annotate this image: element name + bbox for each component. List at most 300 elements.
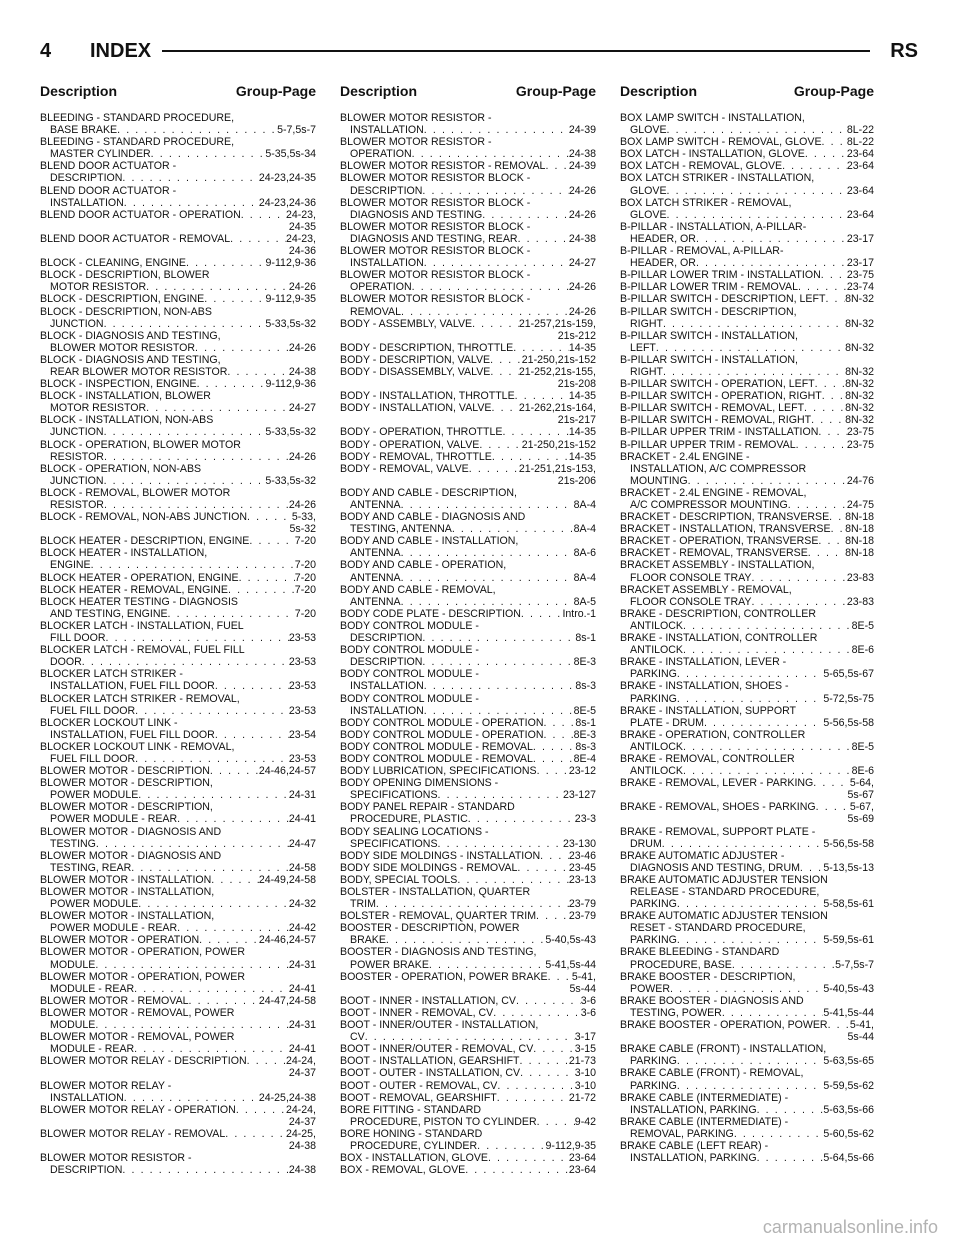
entry-text: BOX LATCH - INSTALLATION, GLOVE [620, 148, 805, 161]
entry-page: 24-26 [288, 450, 316, 463]
entry-text: ANTENNA [350, 547, 401, 560]
entry-page: 3-15 [574, 1043, 596, 1056]
index-entry [620, 197, 874, 221]
entry-text: BRAKE - REMOVAL, LEVER - PARKING [620, 777, 814, 790]
entry-line [40, 426, 316, 438]
dot-leader [543, 729, 573, 741]
entry-text: PROCEDURE, CYLINDER [350, 1139, 478, 1152]
entry-text: BODY - DESCRIPTION, THROTTLE [340, 341, 514, 354]
entry-page: 5-40,5s-43 [545, 934, 596, 947]
entry-line [620, 378, 874, 390]
index-entry [40, 439, 316, 463]
entry-line [340, 777, 596, 789]
entry-line [40, 693, 316, 705]
entry-text: BLOCK HEATER TESTING - DIAGNOSIS [40, 595, 238, 608]
entry-text: AND TESTING, ENGINE [50, 607, 168, 620]
watermark: carmanualsonline.info [762, 1217, 938, 1237]
entry-line [40, 1128, 316, 1140]
index-entry [620, 487, 874, 511]
index-entry [340, 1092, 596, 1104]
entry-text: BLOCK - OPERATION, NON-ABS [40, 462, 202, 475]
entry-line [340, 1152, 596, 1164]
entry-text: SPECIFICATIONS [350, 837, 438, 850]
entry-line [620, 160, 874, 172]
entry-text: BODY AND CABLE - INSTALLATION, [340, 535, 519, 548]
entry-line [340, 1128, 596, 1140]
entry-page: 24-23, [285, 232, 316, 245]
entry-text: BRAKE BOOSTER - DESCRIPTION, [620, 970, 796, 983]
entry-line [340, 838, 596, 850]
entry-text: PROCEDURE, PLASTIC [350, 813, 468, 826]
dot-leader [663, 318, 845, 330]
entry-line [620, 656, 874, 668]
dot-leader [225, 1128, 286, 1140]
entry-text: BODY CONTROL MODULE - REMOVAL [340, 740, 533, 753]
entry-line [340, 547, 596, 559]
entry-text: TESTING, ANTENNA [350, 523, 452, 536]
entry-line [40, 620, 316, 632]
index-entry [40, 535, 316, 547]
entry-line [40, 632, 316, 644]
dot-leader [482, 209, 569, 221]
entry-text: BOLSTER - REMOVAL, QUARTER TRIM [340, 910, 537, 923]
entry-text: BODY CONTROL MODULE - [340, 644, 479, 657]
dot-leader [401, 306, 569, 318]
index-entry [620, 306, 874, 330]
description-heading: Description [340, 83, 418, 99]
entry-page: 5-56,5s-58 [823, 837, 874, 850]
index-entry [620, 221, 874, 245]
entry-text: BLOWER MOTOR RELAY - REMOVAL [40, 1127, 226, 1140]
dot-leader [517, 862, 569, 874]
dot-leader [204, 293, 265, 305]
entry-text: INSTALLATION [50, 196, 124, 209]
entry-page: 24-26 [568, 305, 596, 318]
dot-leader [796, 439, 847, 451]
dot-leader [811, 414, 845, 426]
entry-page: 5-64, [849, 777, 874, 790]
entry-text: BODY AND CABLE - REMOVAL, [340, 583, 496, 596]
entry-text: B-PILLAR - INSTALLATION, A-PILLAR- [620, 220, 807, 233]
entry-page: 9-112,9-36 [265, 257, 316, 270]
dot-leader [386, 934, 545, 946]
index-entry [340, 741, 596, 753]
dot-leader [828, 1019, 850, 1031]
entry-page: 8N-32 [845, 317, 874, 330]
index-column-1 [40, 112, 316, 1176]
dot-leader [131, 862, 289, 874]
entry-text: B-PILLAR LOWER TRIM - REMOVAL [620, 281, 798, 294]
entry-line [340, 1067, 596, 1079]
dot-leader [683, 765, 852, 777]
dot-leader [412, 148, 569, 160]
entry-text: POWER MODULE [50, 789, 139, 802]
description-heading: Description [40, 83, 118, 99]
index-entry [340, 451, 596, 463]
entry-page: 23-45 [568, 861, 596, 874]
entry-text: BLOWER MOTOR - DIAGNOSIS AND [40, 825, 222, 838]
index-entry [340, 777, 596, 801]
entry-line [40, 306, 316, 318]
entry-text: BLOCK - CLEANING, ENGINE [40, 257, 186, 270]
entry-line [40, 354, 316, 366]
entry-line [340, 789, 596, 801]
page-title: INDEX [90, 40, 152, 62]
dot-leader [168, 608, 295, 620]
index-entry [340, 221, 596, 245]
entry-text: BODY CONTROL MODULE - [340, 692, 479, 705]
entry-line [620, 729, 874, 741]
index-entry [620, 826, 874, 850]
dot-leader [818, 535, 845, 547]
index-entry [340, 753, 596, 765]
entry-line [40, 668, 316, 680]
dot-leader [521, 608, 563, 620]
entry-text: PARKING [630, 934, 677, 947]
dot-leader [829, 511, 845, 523]
entry-text: BRAKE AUTOMATIC ADJUSTER - [620, 849, 785, 862]
index-entry [340, 1019, 596, 1043]
column-header-2 [340, 83, 596, 103]
entry-text: B-PILLAR SWITCH - DESCRIPTION, [620, 305, 797, 318]
entry-line [620, 1104, 874, 1116]
entry-page: 5-41,5s-44 [823, 1006, 874, 1019]
entry-line [40, 487, 316, 499]
entry-line [340, 136, 596, 148]
entry-line [620, 281, 874, 293]
entry-line [40, 765, 316, 777]
dot-leader [239, 572, 295, 584]
entry-page: 5-13,5s-13 [823, 861, 874, 874]
entry-page: 23-74 [846, 281, 874, 294]
entry-line [40, 705, 316, 717]
dot-leader [424, 680, 576, 692]
index-entry [40, 717, 316, 741]
entry-page: 5-63,5s-66 [823, 1103, 874, 1116]
dot-leader [536, 910, 569, 922]
index-entry [620, 535, 874, 547]
entry-text: BLOWER MOTOR RESISTOR BLOCK - [340, 172, 531, 185]
entry-line [620, 185, 874, 197]
entry-text: B-PILLAR SWITCH - INSTALLATION, [620, 329, 798, 342]
entry-text: BOX LATCH - REMOVAL, GLOVE [620, 160, 783, 173]
entry-line [620, 886, 874, 898]
entry-page: 7-20 [294, 583, 316, 596]
entry-text: BLOCK - REMOVAL, BLOWER MOTOR [40, 486, 231, 499]
dot-leader [502, 426, 568, 438]
entry-page: 9-112,9-36 [265, 378, 316, 391]
entry-text: MODULE - REAR [50, 982, 135, 995]
dot-leader [146, 281, 289, 293]
entry-line [620, 922, 874, 934]
entry-line [40, 983, 316, 995]
entry-line [620, 934, 874, 946]
entry-page-continued: 5s-44 [569, 982, 596, 995]
dot-leader [492, 402, 519, 414]
entry-page: 5-33,5s-32 [265, 474, 316, 487]
dot-leader [122, 172, 258, 184]
entry-page: 21-73 [568, 1055, 596, 1068]
entry-line [620, 402, 874, 414]
index-entry [620, 330, 874, 354]
entry-line [40, 475, 316, 487]
index-entry [620, 777, 874, 801]
index-entry [620, 874, 874, 910]
dot-leader [497, 1092, 569, 1104]
entry-page: 5-59,5s-62 [823, 1079, 874, 1092]
entry-text: BRAKE CABLE (INTERMEDIATE) - [620, 1115, 789, 1128]
index-entry [340, 112, 596, 136]
entry-page: 24-38 [288, 1164, 316, 1177]
entry-text: BORE HONING - STANDARD [340, 1127, 483, 1140]
entry-text: BLOWER MOTOR - DIAGNOSIS AND [40, 849, 222, 862]
entry-text: BODY - REMOVAL, VALVE [340, 462, 469, 475]
entry-page: 21-250,21s-152 [521, 438, 596, 451]
entry-text: PROCEDURE, PISTON TO CYLINDER [350, 1115, 537, 1128]
dot-leader [422, 656, 573, 668]
index-entry [620, 910, 874, 946]
dot-leader [465, 1164, 569, 1176]
entry-text: BLOCK HEATER - INSTALLATION, [40, 547, 208, 560]
entry-line [340, 1019, 596, 1031]
entry-text: BOOT - OUTER - INSTALLATION, CV [340, 1067, 521, 1080]
entry-text: RIGHT [630, 317, 663, 330]
entry-text: BOOT - REMOVAL, GEARSHIFT [340, 1091, 497, 1104]
entry-page-continued: 24-37 [288, 1067, 316, 1080]
entry-line [40, 910, 316, 922]
entry-page: 8E-4 [573, 752, 596, 765]
entry-text: BRAKE - REMOVAL, SHOES - PARKING [620, 801, 816, 814]
entry-page: 23-46 [568, 849, 596, 862]
index-entry [620, 354, 874, 378]
entry-text: BODY - INSTALLATION, VALVE [340, 402, 492, 415]
entry-line [340, 717, 596, 729]
entry-page: 8N-18 [845, 535, 874, 548]
index-entry [620, 378, 874, 390]
entry-line [340, 1164, 596, 1176]
entry-text: BOX - REMOVAL, GLOVE [340, 1164, 466, 1177]
entry-line [340, 1007, 596, 1019]
entry-line [40, 209, 316, 221]
entry-text: BRAKE [350, 934, 386, 947]
dot-leader [228, 584, 295, 596]
entry-text: PARKING [630, 898, 677, 911]
entry-page: 23-79 [568, 910, 596, 923]
entry-text: BRAKE BOOSTER - OPERATION, POWER [620, 1019, 828, 1032]
entry-page: 8E-3 [573, 656, 596, 669]
entry-page-continued: 5s-69 [847, 813, 874, 826]
entry-text: BLEND DOOR ACTUATOR - [40, 160, 177, 173]
entry-text: BLOCKER LATCH STRIKER - [40, 668, 183, 681]
entry-line [340, 946, 596, 958]
entry-text: POWER MODULE - REAR [50, 813, 178, 826]
entry-page: 8N-32 [845, 390, 874, 403]
entry-line [40, 439, 316, 451]
entry-line [40, 451, 316, 463]
index-entry [340, 1164, 596, 1176]
entry-text: POWER MODULE - REAR [50, 922, 178, 935]
entry-line [620, 693, 874, 705]
index-entry [620, 160, 874, 172]
dot-leader [215, 680, 289, 692]
entry-page: 5-7,5s-7 [277, 124, 316, 137]
entry-line [620, 559, 874, 571]
entry-line [340, 1116, 596, 1128]
entry-text: INSTALLATION [350, 124, 424, 137]
index-entry [40, 306, 316, 330]
index-entry [40, 971, 316, 995]
group-page-heading: Group-Page [235, 83, 316, 99]
entry-text: ANTILOCK [630, 619, 683, 632]
entry-line [340, 535, 596, 547]
entry-page: 5-72,5s-75 [823, 692, 874, 705]
entry-text: CV [350, 1031, 365, 1044]
entry-text: BOOSTER - DESCRIPTION, POWER [340, 922, 520, 935]
entry-text: BODY SIDE MOLDINGS - REMOVAL [340, 861, 518, 874]
dot-leader [518, 233, 569, 245]
entry-text: TESTING, REAR [50, 861, 132, 874]
index-entry [40, 693, 316, 717]
index-entry [40, 946, 316, 970]
entry-page: 24-75 [846, 499, 874, 511]
entry-page: 24-32 [288, 898, 316, 911]
entry-page: 5-33, [291, 511, 316, 524]
entry-page: 5-65,5s-67 [823, 668, 874, 681]
entry-line [340, 390, 596, 402]
entry-text: DRUM [630, 837, 662, 850]
dot-leader [704, 717, 823, 729]
entry-text: BLOWER MOTOR RESISTOR - REMOVAL [340, 160, 546, 173]
index-entry [620, 112, 874, 136]
entry-page: 23-53 [288, 704, 316, 717]
entry-line [620, 414, 874, 426]
entry-page: 24-39 [568, 124, 596, 137]
entry-text: ANTILOCK [630, 740, 683, 753]
entry-page: 8N-32 [845, 378, 874, 391]
entry-line [620, 475, 874, 487]
index-entry [40, 160, 316, 184]
entry-line [340, 995, 596, 1007]
entry-line [40, 281, 316, 293]
entry-text: BLOWER MOTOR RELAY - DESCRIPTION [40, 1055, 247, 1068]
entry-page-continued: 21s-208 [557, 378, 596, 391]
index-entry [40, 668, 316, 692]
entry-line [340, 1092, 596, 1104]
dot-leader [249, 535, 294, 547]
entry-text: FLOOR CONSOLE TRAY [630, 571, 752, 584]
entry-line [620, 439, 874, 451]
entry-line [620, 644, 874, 656]
entry-line [40, 995, 316, 1007]
entry-line [620, 862, 874, 874]
entry-line [340, 281, 596, 293]
entry-page: 8N-18 [845, 523, 874, 536]
entry-line [40, 741, 316, 753]
entry-text: RESET - STANDARD PROCEDURE, [630, 922, 806, 935]
index-entry [340, 463, 596, 487]
entry-line [340, 221, 596, 233]
entry-page: 24-24, [285, 1055, 316, 1068]
entry-line [40, 318, 316, 330]
dot-leader [138, 789, 289, 801]
index-entry [340, 801, 596, 825]
dot-leader [822, 390, 845, 402]
dot-leader [104, 499, 289, 511]
index-entry [340, 668, 596, 692]
entry-text: HEADER, OR [630, 232, 696, 245]
index-entry [40, 572, 316, 584]
entry-page: 24-42 [288, 922, 316, 935]
entry-text: POWER BRAKE [350, 958, 429, 971]
entry-page: 24-41 [288, 1043, 316, 1056]
entry-text: POWER MODULE [50, 898, 139, 911]
index-entry [620, 1043, 874, 1067]
entry-text: BRAKE AUTOMATIC ADJUSTER TENSION [620, 910, 828, 923]
index-entry [40, 1031, 316, 1055]
entry-text: BRACKET - 2.4L ENGINE - [620, 450, 750, 463]
entry-text: BLOCK HEATER - REMOVAL, ENGINE [40, 583, 228, 596]
dot-leader [469, 463, 519, 475]
entry-text: ENGINE [50, 559, 91, 572]
entry-line [340, 656, 596, 668]
entry-text: INSTALLATION [350, 257, 424, 270]
entry-line [340, 826, 596, 838]
entry-line [40, 160, 316, 172]
entry-text: BRAKE AUTOMATIC ADJUSTER TENSION [620, 873, 828, 886]
dot-leader [452, 523, 574, 535]
index-entry [340, 862, 596, 874]
entry-line [620, 511, 874, 523]
dot-leader [96, 838, 289, 850]
index-entry [40, 620, 316, 644]
dot-leader [696, 233, 847, 245]
entry-page: 21-257,21s-159, [518, 317, 596, 330]
entry-line [340, 185, 596, 197]
entry-text: DIAGNOSIS AND TESTING [350, 208, 483, 221]
index-entry [40, 1055, 316, 1079]
dot-leader [199, 934, 259, 946]
entry-text: BODY CONTROL MODULE - [340, 619, 479, 632]
dot-leader [822, 136, 847, 148]
entry-line [340, 487, 596, 499]
entry-text: BRAKE BLEEDING - STANDARD [620, 946, 780, 959]
entry-line [340, 499, 596, 511]
header-rule [162, 50, 870, 52]
entry-line [340, 971, 596, 983]
entry-line [40, 934, 316, 946]
entry-text: ANTENNA [350, 571, 401, 584]
entry-page: 5-56,5s-58 [823, 716, 874, 729]
dot-leader [662, 838, 824, 850]
index-entry [620, 705, 874, 729]
page-number: 4 [40, 40, 52, 62]
dot-leader [215, 729, 289, 741]
entry-line [620, 451, 874, 463]
entry-page: 24-27 [568, 257, 596, 270]
entry-text: BLEND DOOR ACTUATOR - REMOVAL [40, 232, 231, 245]
entry-page: 24-38 [288, 365, 316, 378]
dot-leader [104, 426, 266, 438]
entry-line [620, 584, 874, 596]
index-entry [340, 729, 596, 741]
entry-line [620, 136, 874, 148]
entry-text: BLOWER MOTOR RESISTOR BLOCK - [340, 196, 531, 209]
index-entry [620, 995, 874, 1019]
entry-line [620, 535, 874, 547]
section-code: RS [890, 40, 918, 62]
entry-line [340, 197, 596, 209]
dot-leader [533, 1043, 575, 1055]
